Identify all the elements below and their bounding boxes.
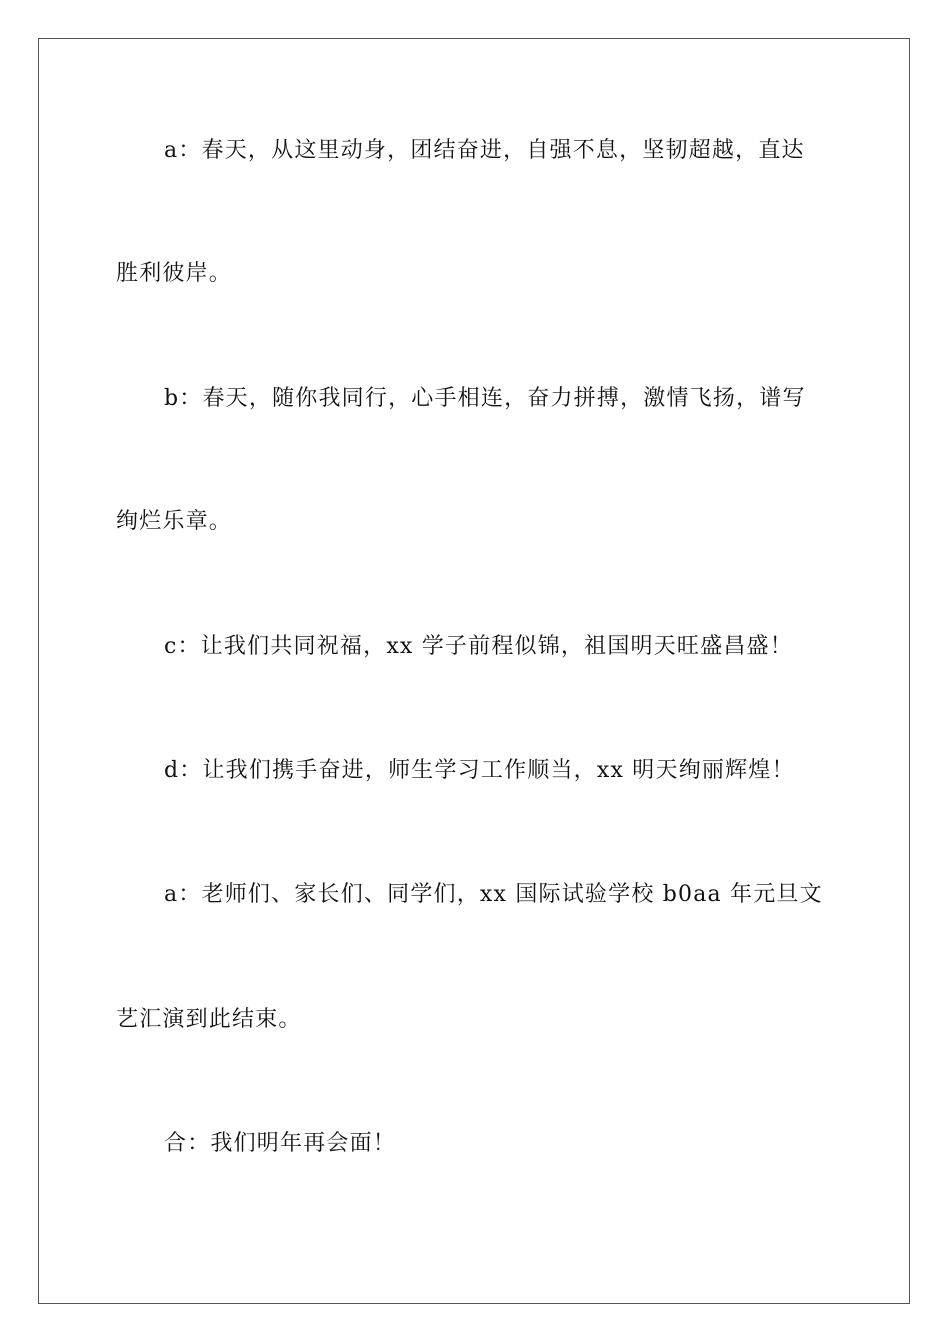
paragraph-c: c：让我们共同祝福，xx 学子前程似锦，祖国明天旺盛昌盛！ <box>164 634 793 659</box>
paragraph-together: 合：我们明年再会面！ <box>164 1131 397 1156</box>
page-border <box>38 38 910 1304</box>
paragraph-a-line-1: a：春天，从这里动身，团结奋进，自强不息，坚韧超越，直达 <box>164 138 805 163</box>
paragraph-b-line-1: b：春天，随你我同行，心手相连，奋力拼搏，激情飞扬，谱写 <box>164 386 806 411</box>
paragraph-d: d：让我们携手奋进，师生学习工作顺当，xx 明天绚丽辉煌！ <box>164 758 795 783</box>
paragraph-a-line-2: 胜利彼岸。 <box>116 261 233 286</box>
paragraph-a2-line-1: a：老师们、家长们、同学们，xx 国际试验学校 b0aa 年元旦文 <box>164 882 823 907</box>
paragraph-b-line-2: 绚烂乐章。 <box>116 509 233 534</box>
paragraph-a2-line-2: 艺汇演到此结束。 <box>116 1007 302 1032</box>
